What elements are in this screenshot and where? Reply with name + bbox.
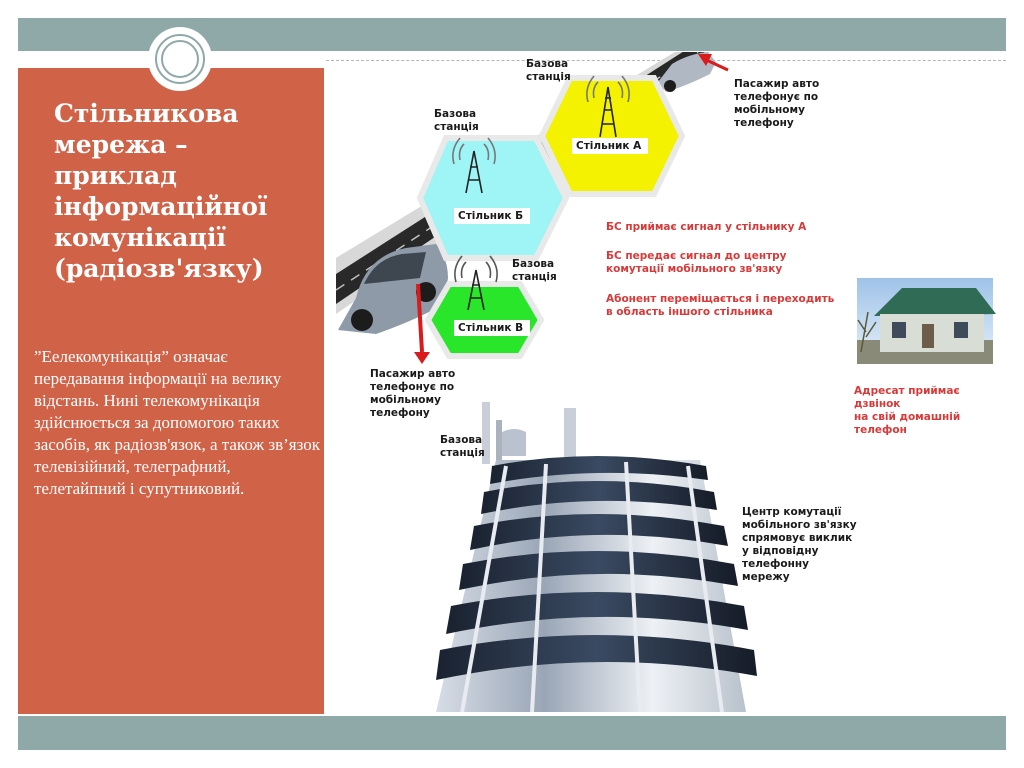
base-station-label-tower: Базова станція [440, 434, 485, 459]
switch-center-label: Центр комутації мобільного зв'язку спрямовує виклик у відповідну телефонну мережу [742, 506, 857, 583]
cell-v-label: Стільник В [458, 322, 524, 334]
slide-title: Стільникова мережа – приклад інформаційної комунікації (радіозв'язку) [54, 99, 268, 283]
cell-b-hexagon [420, 138, 566, 258]
step-2-label: БС передає сигнал до центру комутації мобільного зв'язку [606, 250, 787, 275]
base-station-label-a: Базова станція [526, 58, 571, 83]
circle-logo-icon [148, 27, 212, 91]
base-station-label-b: Базова станція [434, 108, 479, 133]
cell-a-hexagon [542, 78, 682, 194]
cellular-network-diagram [336, 52, 1006, 716]
recipient-label: Адресат приймає дзвінок на свій домашній телефон [854, 385, 961, 436]
cell-a-label: Стільник А [576, 140, 642, 152]
passenger-bottom-label: Пасажир авто телефонує по мобільному телефону [370, 368, 456, 419]
bottom-band [18, 716, 1006, 750]
passenger-top-label: Пасажир авто телефонує по мобільному телефону [734, 78, 820, 129]
step-3-label: Абонент переміщається і переходить в область іншого стільника [606, 293, 835, 318]
slide-body-text: ”Еелекомунікація” означає передавання інформації на велику відстань. Нині телекомунікація здійснюється за допомогою таких засобів, як радіозв'язок, а також зв’язок телевізійний, телеграфний, телетайпний і супутниковий. [34, 347, 320, 498]
house-photo [857, 278, 996, 364]
step-1-label: БС приймає сигнал у стільнику А [606, 221, 807, 233]
base-station-label-v: Базова станція [512, 258, 557, 283]
cell-b-label: Стільник Б [458, 210, 524, 222]
